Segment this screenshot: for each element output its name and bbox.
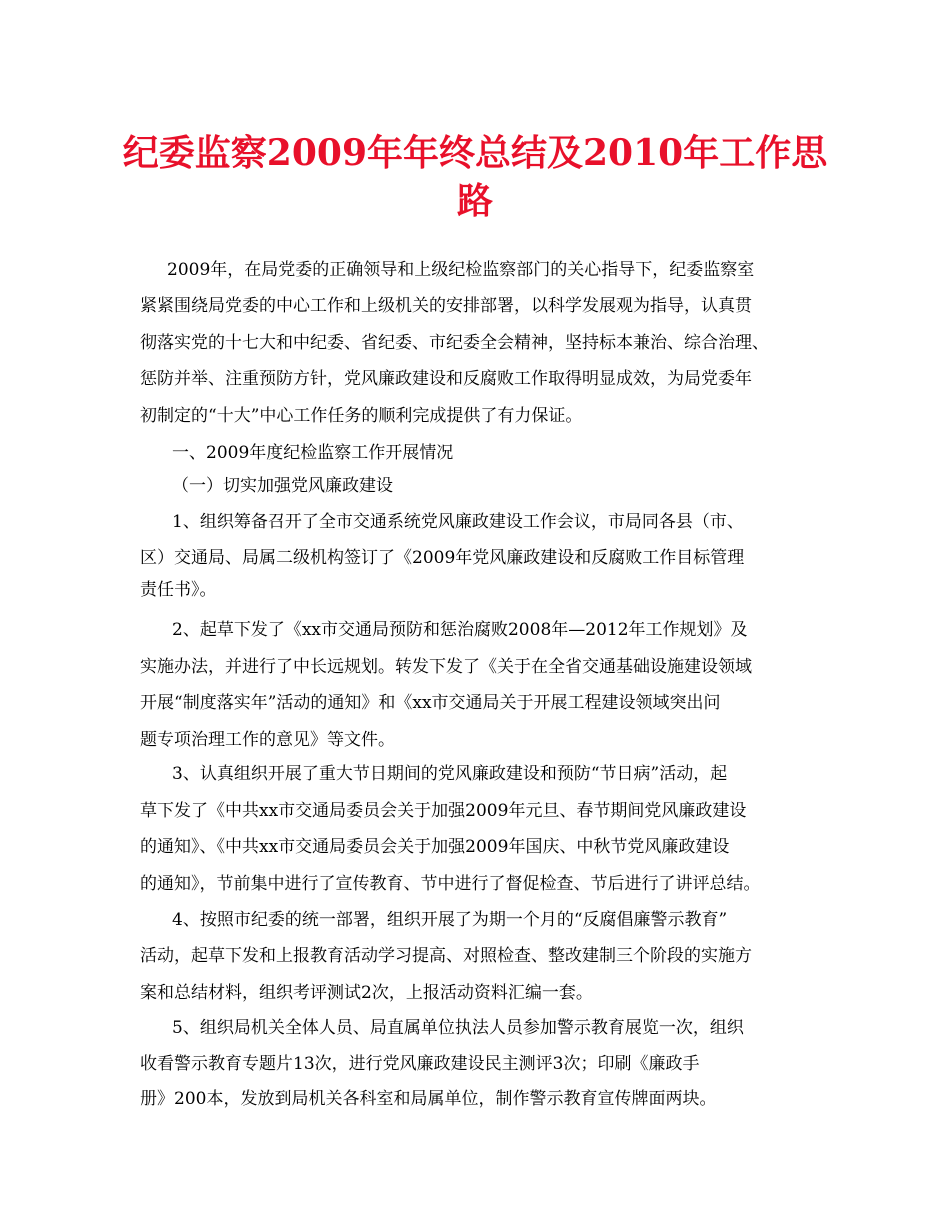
paragraph-line: 2009年，在局党委的正确领导和上级纪检监察部门的关心指导下，纪委监察室	[167, 260, 755, 280]
paragraph-line: 紧紧围绕局党委的中心工作和上级机关的安排部署，以科学发展观为指导，认真贯	[140, 296, 752, 316]
paragraph-line: 惩防并举、注重预防方针，党风廉政建设和反腐败工作取得明显成效，为局党委年	[140, 369, 752, 389]
paragraph-line: 区）交通局、局属二级机构签订了《2009年党风廉政建设和反腐败工作目标管理	[140, 548, 745, 568]
subsection-heading: （一）切实加强党风廉政建设	[172, 476, 393, 496]
paragraph-line: 初制定的“十大”中心工作任务的顺利完成提供了有力保证。	[140, 406, 583, 426]
paragraph-line: 册》200本，发放到局机关各科室和局属单位，制作警示教育宣传牌面两块。	[140, 1089, 717, 1109]
paragraph-line: 收看警示教育专题片13次，进行党风廉政建设民主测评3次；印刷《廉政手	[140, 1054, 700, 1074]
paragraph-line: 开展“制度落实年”活动的通知》和《xx市交通局关于开展工程建设领域突出问	[140, 693, 721, 713]
paragraph-line: 彻落实党的十七大和中纪委、省纪委、市纪委全会精神，坚持标本兼治、综合治理、	[140, 333, 769, 353]
paragraph-line: 4、按照市纪委的统一部署，组织开展了为期一个月的“反腐倡廉警示教育”	[172, 910, 728, 930]
paragraph-line: 2、起草下发了《xx市交通局预防和惩治腐败2008年—2012年工作规划》及	[172, 620, 748, 640]
paragraph-line: 题专项治理工作的意见》等文件。	[140, 730, 395, 750]
paragraph-line: 1、组织筹备召开了全市交通系统党风廉政建设工作会议，市局同各县（市、	[172, 512, 744, 532]
paragraph-line: 实施办法，并进行了中长远规划。转发下发了《关于在全省交通基础设施建设领域	[140, 657, 752, 677]
paragraph-line: 草下发了《中共xx市交通局委员会关于加强2009年元旦、春节期间党风廉政建设	[140, 801, 747, 821]
document-title-line-2: 路	[456, 180, 493, 222]
paragraph-line: 责任书》。	[140, 580, 217, 600]
paragraph-line: 3、认真组织开展了重大节日期间的党风廉政建设和预防“节日病”活动，起	[172, 764, 728, 784]
paragraph-line: 5、组织局机关全体人员、局直属单位执法人员参加警示教育展览一次，组织	[172, 1018, 744, 1038]
section-heading: 一、2009年度纪检监察工作开展情况	[172, 443, 454, 463]
document-title-line-1: 纪委监察2009年年终总结及2010年工作思	[122, 132, 828, 174]
paragraph-line: 案和总结材料，组织考评测试2次，上报活动资料汇编一套。	[140, 983, 593, 1003]
paragraph-line: 的通知》、《中共xx市交通局委员会关于加强2009年国庆、中秋节党风廉政建设	[140, 837, 730, 857]
paragraph-line: 活动，起草下发和上报教育活动学习提高、对照检查、整改建制三个阶段的实施方	[140, 946, 752, 966]
paragraph-line: 的通知》，节前集中进行了宣传教育、节中进行了督促检查、节后进行了讲评总结。	[140, 874, 761, 894]
